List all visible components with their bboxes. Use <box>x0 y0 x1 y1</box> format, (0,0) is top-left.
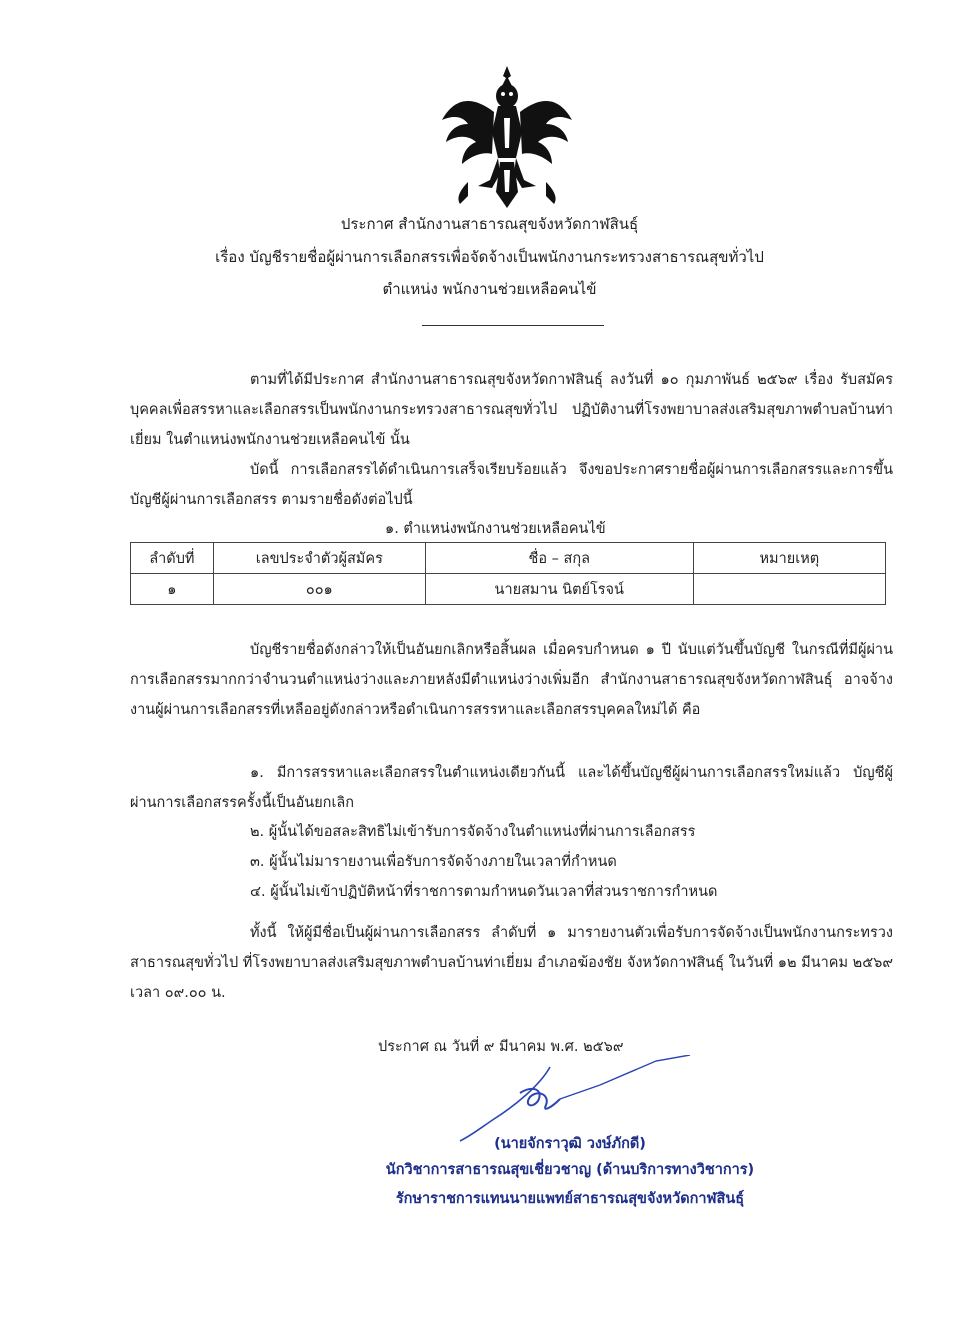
condition-item-3: ๓. ผู้นั้นไม่มารายงานเพื่อรับการจัดจ้างภายในเวลาที่กำหนด <box>250 854 617 870</box>
signer-title-2: รักษาราชการแทนนายแพทย์สาธารณสุขจังหวัดกาฬสินธุ์ <box>395 1191 745 1207</box>
garuda-emblem-icon <box>438 62 576 210</box>
cell-applicant-id: ๐๐๑ <box>213 574 425 605</box>
cell-full-name: นายสมาน นิตย์โรจน์ <box>425 574 693 605</box>
header-position: ตำแหน่ง พนักงานช่วยเหลือคนไข้ <box>382 280 597 298</box>
paragraph-2: บัดนี้ การเลือกสรรได้ดำเนินการเสร็จเรียบร้อยแล้ว จึงขอประกาศรายชื่อผู้ผ่านการเลือกสรรและการขึ้นบัญชีผู้ผ่านการเลือกสรร ตามรายชื่อดังต่อไปนี้ <box>130 462 893 508</box>
table-row <box>131 574 886 605</box>
header-subject: เรื่อง บัญชีรายชื่อผู้ผ่านการเลือกสรรเพื่อจัดจ้างเป็นพนักงานกระทรวงสาธารณสุขทั่วไป <box>215 248 764 266</box>
col-full-name: ชื่อ – สกุล <box>425 543 693 574</box>
paragraph-4: ทั้งนี้ ให้ผู้มีชื่อเป็นผู้ผ่านการเลือกสรร ลำดับที่ ๑ มารายงานตัวเพื่อรับการจัดจ้างเป็นพนักงานกระทรวงสาธารณสุขทั่วไป ที่โรงพยาบาลส่งเสริมสุขภาพตำบลบ้านท่าเยี่ยม อำเภอฆ้องชัย จังหวัดกาฬสินธุ์ ในวันที่ ๑๒ มีนาคม ๒๕๖๙ เวลา ๐๙.๐๐ น. <box>130 925 893 1001</box>
cell-remark <box>693 574 885 605</box>
header-divider <box>422 325 604 326</box>
condition-item-1: ๑. มีการสรรหาและเลือกสรรในตำแหน่งเดียวกันนี้ และได้ขึ้นบัญชีผู้ผ่านการเลือกสรรใหม่แล้ว บัญชีผู้ผ่านการเลือกสรรครั้งนี้เป็นอันยกเลิก <box>130 765 893 811</box>
table-header-row <box>131 543 886 574</box>
condition-item-2: ๒. ผู้นั้นได้ขอสละสิทธิไม่เข้ารับการจัดจ้างในตำแหน่งที่ผ่านการเลือกสรร <box>250 824 696 840</box>
paragraph-3: บัญชีรายชื่อดังกล่าวให้เป็นอันยกเลิกหรือสิ้นผล เมื่อครบกำหนด ๑ ปี นับแต่วันขึ้นบัญชี ในกรณีที่มีผู้ผ่านการเลือกสรรมากกว่าจำนวนตำแหน่งว่างและภายหลังมีตำแหน่งว่างเพิ่มอีก สำนักงานสาธารณสุขจังหวัดกาฬสินธุ์ อาจจ้างงานผู้ผ่านการเลือกสรรที่เหลืออยู่ดังกล่าวหรือดำเนินการสรรหาและเลือกสรรบุคคลใหม่ได้ คือ <box>130 642 893 718</box>
col-order: ลำดับที่ <box>131 543 214 574</box>
condition-item-4: ๔. ผู้นั้นไม่เข้าปฏิบัติหน้าที่ราชการตามกำหนดวันเวลาที่ส่วนราชการกำหนด <box>250 884 718 900</box>
paragraph-1: ตามที่ได้มีประกาศ สำนักงานสาธารณสุขจังหวัดกาฬสินธุ์ ลงวันที่ ๑๐ กุมภาพันธ์ ๒๕๖๙ เรื่อง รับสมัครบุคคลเพื่อสรรหาและเลือกสรรเป็นพนักงานกระทรวงสาธารณสุขทั่วไป ปฏิบัติงานที่โรงพยาบาลส่งเสริมสุขภาพตำบลบ้านท่าเยี่ยม ในตำแหน่งพนักงานช่วยเหลือคนไข้ นั้น <box>130 372 893 448</box>
announcement-date: ประกาศ ณ วันที่ ๙ มีนาคม พ.ศ. ๒๕๖๙ <box>378 1039 624 1055</box>
col-applicant-id: เลขประจำตัวผู้สมัคร <box>213 543 425 574</box>
header-line-1: ประกาศ สำนักงานสาธารณสุขจังหวัดกาฬสินธุ์ <box>340 215 639 233</box>
signer-title-1: นักวิชาการสาธารณสุขเชี่ยวชาญ (ด้านบริการทางวิชาการ) <box>385 1162 755 1178</box>
candidate-table <box>130 542 886 605</box>
cell-order: ๑ <box>131 574 214 605</box>
signature <box>420 1055 710 1145</box>
table-caption: ๑. ตำแหน่งพนักงานช่วยเหลือคนไข้ <box>385 521 606 537</box>
col-remark: หมายเหตุ <box>693 543 885 574</box>
signer-name: (นายจักราวุฒิ วงษ์ภักดี) <box>494 1136 646 1152</box>
